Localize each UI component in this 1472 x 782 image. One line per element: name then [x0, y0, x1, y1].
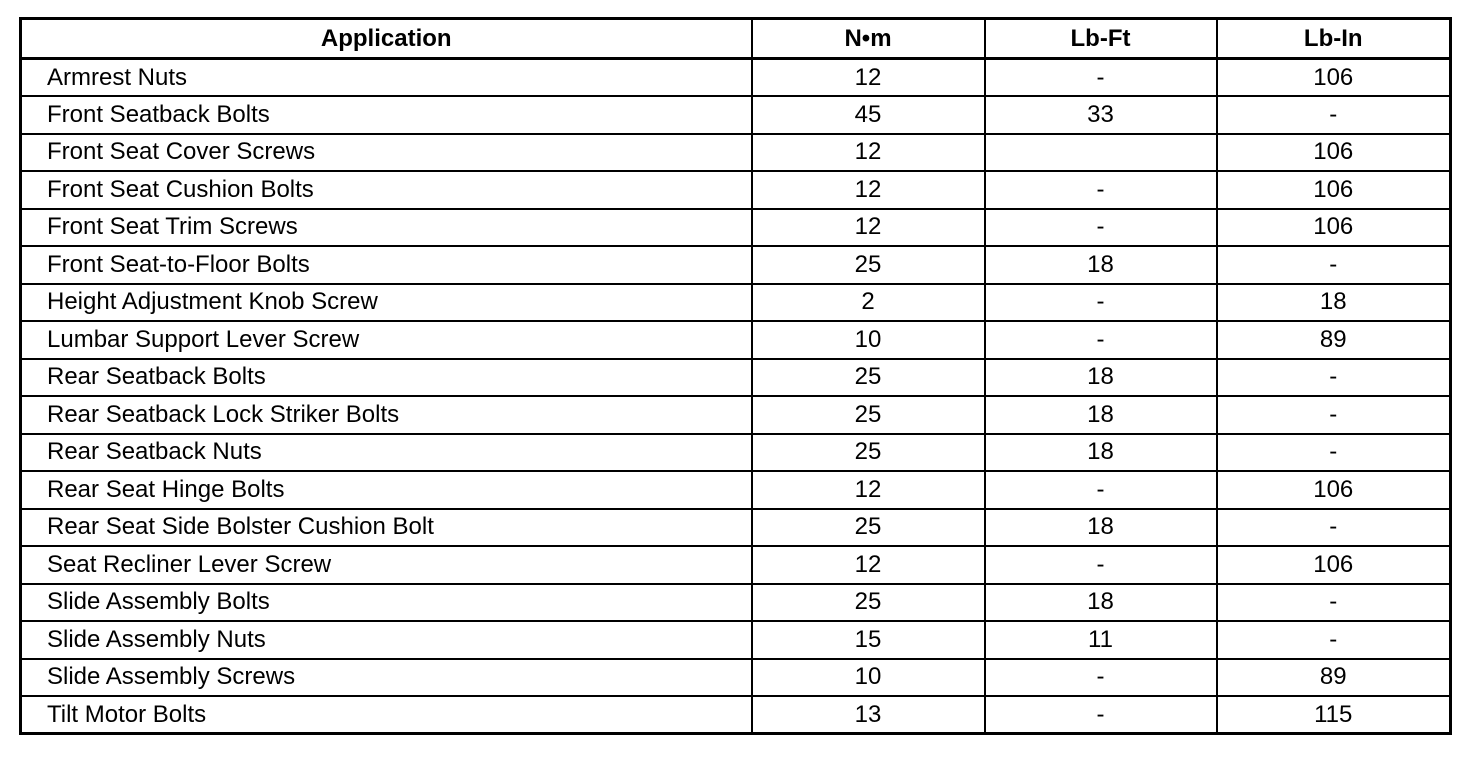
- table-row: [21, 696, 1451, 734]
- table-row: [21, 321, 1451, 359]
- table-body: [21, 59, 1451, 734]
- cell-lbin: -: [1217, 396, 1451, 434]
- cell-lbin: -: [1217, 246, 1451, 284]
- cell-lbin: -: [1217, 621, 1451, 659]
- cell-nm: 25: [752, 396, 985, 434]
- cell-lbft: 33: [985, 96, 1217, 134]
- cell-nm: 2: [752, 284, 985, 322]
- cell-nm: 25: [752, 359, 985, 397]
- cell-application: Rear Seatback Nuts: [21, 434, 752, 472]
- cell-lbin: 89: [1217, 659, 1451, 697]
- cell-lbin: 106: [1217, 471, 1451, 509]
- table-row: [21, 509, 1451, 547]
- header-row: [21, 19, 1451, 59]
- cell-lbft: 18: [985, 434, 1217, 472]
- cell-lbft: -: [985, 284, 1217, 322]
- table-row: [21, 284, 1451, 322]
- cell-application: Slide Assembly Screws: [21, 659, 752, 697]
- cell-application: Front Seat Trim Screws: [21, 209, 752, 247]
- cell-lbft: [985, 134, 1217, 172]
- cell-application: Slide Assembly Bolts: [21, 584, 752, 622]
- cell-application: Rear Seat Side Bolster Cushion Bolt: [21, 509, 752, 547]
- table-row: [21, 246, 1451, 284]
- table-row: [21, 171, 1451, 209]
- cell-nm: 13: [752, 696, 985, 734]
- cell-nm: 12: [752, 134, 985, 172]
- cell-lbin: -: [1217, 509, 1451, 547]
- cell-lbft: -: [985, 546, 1217, 584]
- cell-application: Lumbar Support Lever Screw: [21, 321, 752, 359]
- cell-lbft: 18: [985, 509, 1217, 547]
- cell-application: Front Seat Cover Screws: [21, 134, 752, 172]
- cell-application: Rear Seat Hinge Bolts: [21, 471, 752, 509]
- table-row: [21, 434, 1451, 472]
- cell-lbin: 115: [1217, 696, 1451, 734]
- cell-application: Seat Recliner Lever Screw: [21, 546, 752, 584]
- cell-lbin: 106: [1217, 134, 1451, 172]
- cell-application: Slide Assembly Nuts: [21, 621, 752, 659]
- cell-lbft: 18: [985, 359, 1217, 397]
- cell-lbin: 106: [1217, 59, 1451, 97]
- cell-nm: 12: [752, 546, 985, 584]
- cell-nm: 25: [752, 509, 985, 547]
- table-row: [21, 209, 1451, 247]
- cell-lbft: -: [985, 171, 1217, 209]
- cell-application: Front Seatback Bolts: [21, 96, 752, 134]
- cell-application: Front Seat Cushion Bolts: [21, 171, 752, 209]
- cell-nm: 12: [752, 171, 985, 209]
- cell-lbin: 106: [1217, 546, 1451, 584]
- cell-nm: 45: [752, 96, 985, 134]
- cell-application: Height Adjustment Knob Screw: [21, 284, 752, 322]
- cell-application: Armrest Nuts: [21, 59, 752, 97]
- cell-nm: 12: [752, 59, 985, 97]
- cell-nm: 25: [752, 584, 985, 622]
- cell-lbft: -: [985, 59, 1217, 97]
- table-row: [21, 396, 1451, 434]
- cell-nm: 12: [752, 209, 985, 247]
- table-row: [21, 134, 1451, 172]
- cell-application: Rear Seatback Bolts: [21, 359, 752, 397]
- table-row: [21, 96, 1451, 134]
- cell-application: Rear Seatback Lock Striker Bolts: [21, 396, 752, 434]
- cell-lbin: -: [1217, 96, 1451, 134]
- cell-nm: 12: [752, 471, 985, 509]
- cell-lbft: -: [985, 209, 1217, 247]
- cell-lbft: -: [985, 696, 1217, 734]
- cell-lbft: -: [985, 471, 1217, 509]
- header-nm: N•m: [752, 19, 985, 59]
- cell-nm: 25: [752, 434, 985, 472]
- cell-lbin: 106: [1217, 171, 1451, 209]
- cell-nm: 10: [752, 659, 985, 697]
- cell-nm: 15: [752, 621, 985, 659]
- table-row: [21, 584, 1451, 622]
- cell-nm: 25: [752, 246, 985, 284]
- table-header: [21, 19, 1451, 59]
- cell-application: Front Seat-to-Floor Bolts: [21, 246, 752, 284]
- cell-nm: 10: [752, 321, 985, 359]
- cell-lbft: -: [985, 321, 1217, 359]
- cell-lbin: -: [1217, 584, 1451, 622]
- header-lbin: Lb-In: [1217, 19, 1451, 59]
- header-lbft: Lb-Ft: [985, 19, 1217, 59]
- cell-lbft: 11: [985, 621, 1217, 659]
- table-row: [21, 546, 1451, 584]
- cell-lbft: 18: [985, 396, 1217, 434]
- cell-lbin: -: [1217, 434, 1451, 472]
- fastener-torque-table: [19, 17, 1452, 735]
- table-row: [21, 659, 1451, 697]
- cell-lbft: 18: [985, 584, 1217, 622]
- cell-application: Tilt Motor Bolts: [21, 696, 752, 734]
- cell-lbin: 18: [1217, 284, 1451, 322]
- cell-lbin: -: [1217, 359, 1451, 397]
- cell-lbin: 89: [1217, 321, 1451, 359]
- table-row: [21, 621, 1451, 659]
- table-row: [21, 359, 1451, 397]
- cell-lbin: 106: [1217, 209, 1451, 247]
- header-application: Application: [21, 19, 752, 59]
- table-row: [21, 471, 1451, 509]
- cell-lbft: 18: [985, 246, 1217, 284]
- table-row: [21, 59, 1451, 97]
- cell-lbft: -: [985, 659, 1217, 697]
